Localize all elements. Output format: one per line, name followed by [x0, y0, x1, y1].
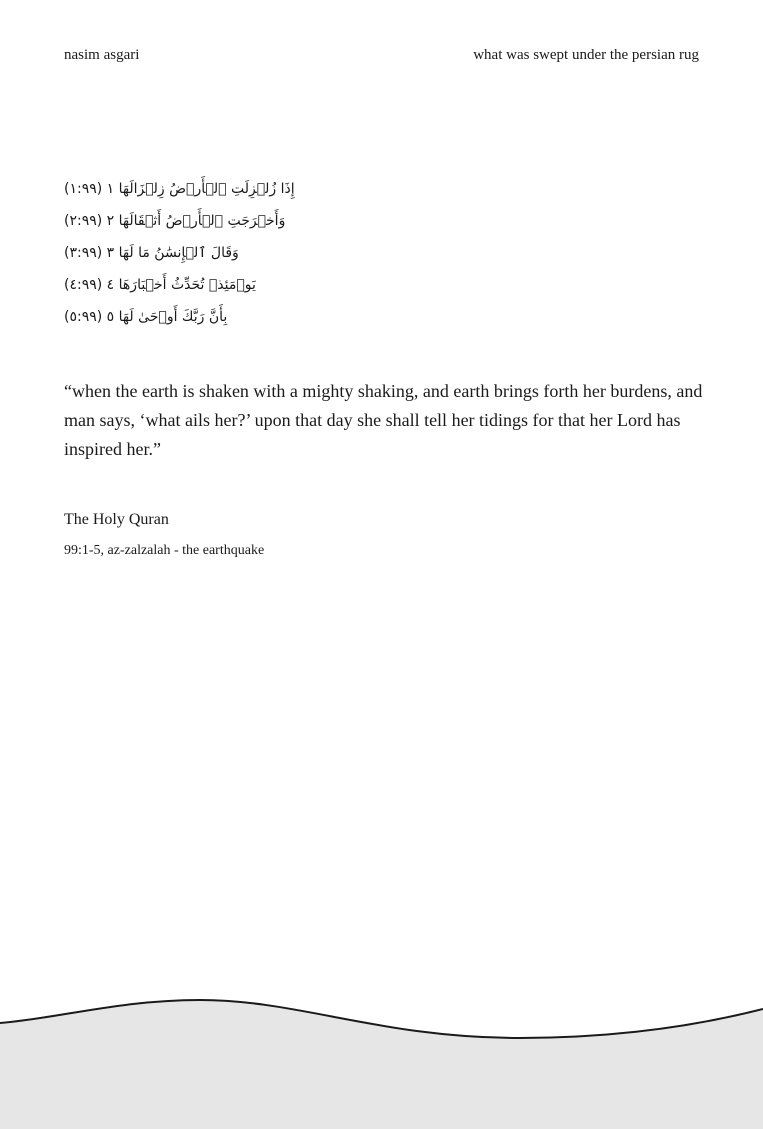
verse-line-2: وَأَخۡرَجَتِ ٱلۡأَرۡضُ أَثۡقَالَهَا ٢ (۲:۹۹): [64, 213, 286, 229]
header-author: nasim asgari: [64, 47, 140, 63]
header-book-title: what was swept under the persian rug: [473, 47, 699, 63]
source-title: The Holy Quran: [64, 511, 169, 528]
english-translation-quote: “when the earth is shaken with a mighty shaking, and earth brings forth her burdens, and man says, ‘what ails her?’ upon that day she shall tell her tidings for that her Lord has inspired her.”: [64, 381, 703, 459]
arabic-verses: [64, 173, 324, 333]
footer-wave-fill: [0, 1000, 763, 1129]
source-reference: 99:1-5, az-zalzalah - the earthquake: [64, 543, 265, 558]
footer-wave-decoration: [0, 990, 763, 1129]
verse-line-4: يَوۡمَئِذٖ تُحَدِّثُ أَخۡبَارَهَا ٤ (٤:۹۹): [64, 277, 256, 293]
verse-line-3: وَقَالَ ٱلۡإِنسَٰنُ مَا لَهَا ٣ (۳:۹۹): [64, 245, 239, 261]
verse-line-1: إِذَا زُلۡزِلَتِ ٱلۡأَرۡضُ زِلۡزَالَهَا ١ (۱:۹۹): [64, 181, 295, 197]
verse-line-5: بِأَنَّ رَبَّكَ أَوۡحَىٰ لَهَا ٥ (٥:۹۹): [64, 309, 228, 325]
